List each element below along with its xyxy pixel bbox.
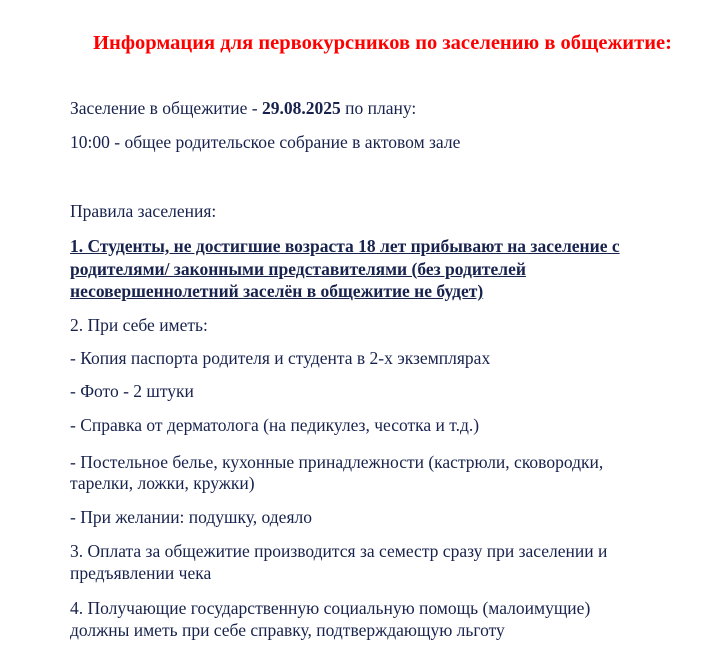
page-title: Информация для первокурсников по заселению в общежитие: (93, 32, 672, 54)
rule-4-line-2: должны иметь при себе справку, подтверждающую льготу (70, 620, 505, 640)
item-passport: - Копия паспорта родителя и студента в 2-х экземплярах (70, 348, 491, 368)
item-optional: - При желании: подушку, одеяло (70, 507, 312, 527)
checkin-prefix: Заселение в общежитие - (70, 98, 263, 118)
rule-3-line-1: 3. Оплата за общежитие производится за семестр сразу при заселении и (70, 541, 608, 561)
rules-heading: Правила заселения: (70, 201, 217, 221)
item-certificate: - Справка от дерматолога (на педикулез, чесотка и т.д.) (70, 415, 480, 435)
rule-4-line-1: 4. Получающие государственную социальную помощь (малоимущие) (70, 598, 591, 618)
checkin-suffix: по плану: (340, 98, 417, 118)
item-bedding-line-2: тарелки, ложки, кружки) (70, 473, 255, 493)
item-bedding-line-1: - Постельное белье, кухонные принадлежности (кастрюли, сковородки, (70, 452, 604, 472)
rule-1-line-3: несовершеннолетний заселён в общежитие не будет) (70, 281, 484, 301)
item-photo: - Фото - 2 штуки (70, 381, 194, 401)
rule-1-line-1: 1. Студенты, не достигшие возраста 18 лет прибывают на заселение с (70, 236, 620, 256)
meeting-line: 10:00 - общее родительское собрание в актовом зале (70, 132, 461, 152)
rule-1 (70, 235, 670, 303)
rule-1-line-2: родителями/ законными представителями (без родителей (70, 258, 526, 279)
checkin-line (70, 97, 416, 119)
rule-3-line-2: предъявлении чека (70, 563, 212, 583)
rule-2-heading: 2. При себе иметь: (70, 315, 208, 335)
checkin-date: 29.08.2025 (262, 98, 341, 118)
